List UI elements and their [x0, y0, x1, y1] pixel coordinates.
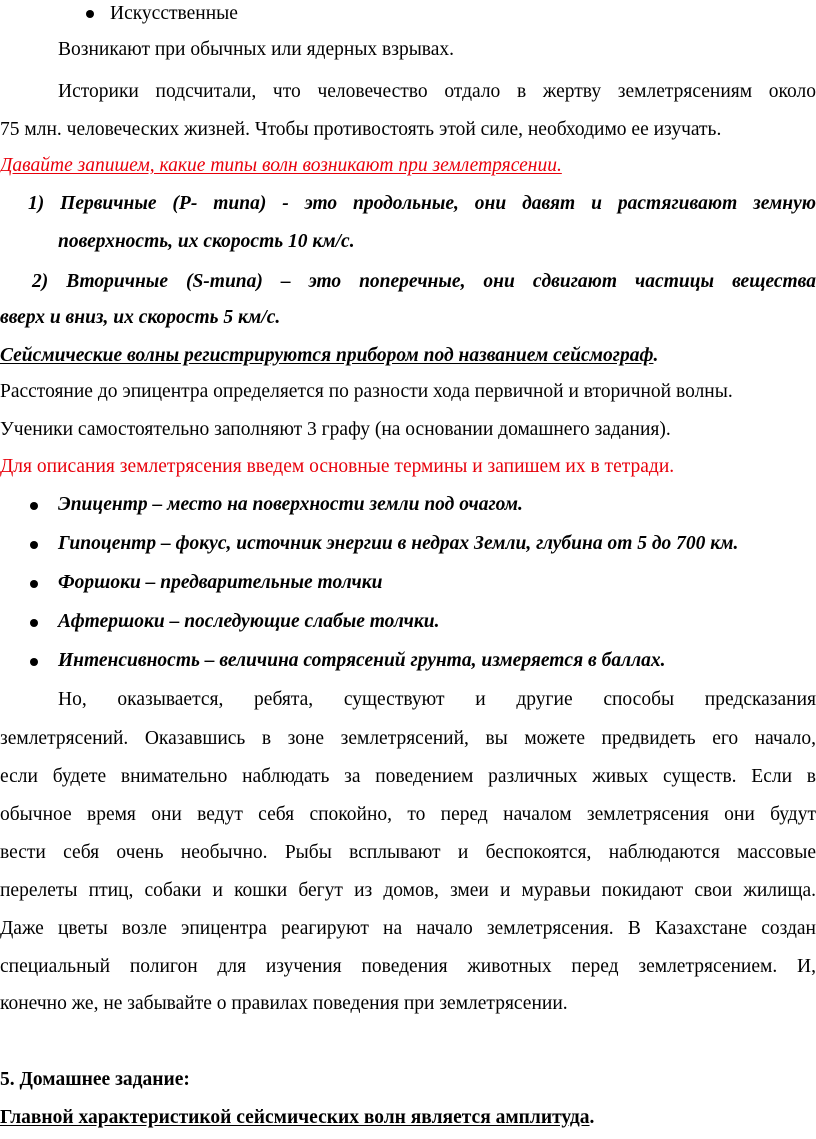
paragraph-line: Возникают при обычных или ядерных взрывах.	[58, 39, 455, 60]
bullet-dot	[30, 619, 38, 627]
paragraph-line: обычное время они ведут себя спокойно, то перед началом землетрясения они будут	[0, 804, 816, 825]
term-item: Форшоки – предварительные толчки	[58, 572, 383, 593]
seismograph-line	[0, 342, 816, 370]
wave-type-secondary: 2) Вторичные (S-типа) – это поперечные, они сдвигают частицы вещества	[32, 271, 816, 292]
red-instruction: Давайте запишем, какие типы волн возникают при землетрясении.	[0, 155, 562, 176]
paragraph-line: 75 млн. человеческих жизней. Чтобы противостоять этой силе, необходимо ее изучать.	[0, 119, 722, 140]
term-item: Эпицентр – место на поверхности земли под очагом.	[58, 494, 523, 515]
paragraph-line: если будете внимательно наблюдать за поведением различных живых существ. Если в	[0, 766, 816, 787]
bullet-dot	[30, 502, 38, 510]
paragraph-line: Но, оказывается, ребята, существуют и другие способы предсказания	[58, 689, 816, 710]
seismograph-period: .	[653, 345, 659, 366]
homework-heading: 5. Домашнее задание:	[0, 1069, 190, 1090]
seismograph-text: Сейсмические волны регистрируются прибором под названием сейсмограф	[0, 345, 654, 366]
paragraph-line: перелеты птиц, собаки и кошки бегут из домов, змеи и муравьи покидают свои жилища.	[0, 880, 816, 901]
wave-type-primary-cont: поверхность, их скорость 10 км/с.	[58, 231, 355, 252]
homework-period: .	[589, 1107, 595, 1128]
paragraph-line: конечно же, не забывайте о правилах поведения при землетрясении.	[0, 993, 568, 1014]
paragraph-line: Историки подсчитали, что человечество отдало в жертву землетрясениям около	[58, 81, 816, 102]
bullet-dot	[30, 541, 38, 549]
paragraph-line: вести себя очень необычно. Рыбы всплывают и беспокоятся, наблюдаются массовые	[0, 842, 816, 863]
bullet-dot	[30, 580, 38, 588]
term-item: Интенсивность – величина сотрясений грунта, измеряется в баллах.	[58, 650, 666, 671]
term-item: Гипоцентр – фокус, источник энергии в недрах Земли, глубина от 5 до 700 км.	[58, 533, 739, 554]
term-item: Афтершоки – последующие слабые толчки.	[58, 611, 440, 632]
homework-line	[0, 1104, 816, 1132]
paragraph-line: Расстояние до эпицентра определяется по разности хода первичной и вторичной волны.	[0, 381, 733, 402]
paragraph-line: Даже цветы возле эпицентра реагируют на начало землетрясения. В Казахстане создан	[0, 918, 816, 939]
paragraph-line: землетрясений. Оказавшись в зоне землетрясений, вы можете предвидеть его начало,	[0, 728, 816, 749]
paragraph-line: специальный полигон для изучения поведения животных перед землетрясением. И,	[0, 956, 816, 977]
bullet-dot	[30, 658, 38, 666]
bullet-artificial: Искусственные	[110, 3, 238, 24]
homework-text: Главной характеристикой сейсмических волн является амплитуда	[0, 1107, 590, 1128]
red-instruction: Для описания землетрясения введем основные термины и запишем их в тетради.	[0, 456, 675, 477]
wave-type-primary: 1) Первичные (P- типа) - это продольные, они давят и растягивают земную	[28, 193, 816, 214]
bullet-dot	[86, 10, 94, 18]
wave-type-secondary-cont: вверх и вниз, их скорость 5 км/с.	[0, 307, 281, 328]
paragraph-line: Ученики самостоятельно заполняют 3 графу (на основании домашнего задания).	[0, 419, 671, 440]
